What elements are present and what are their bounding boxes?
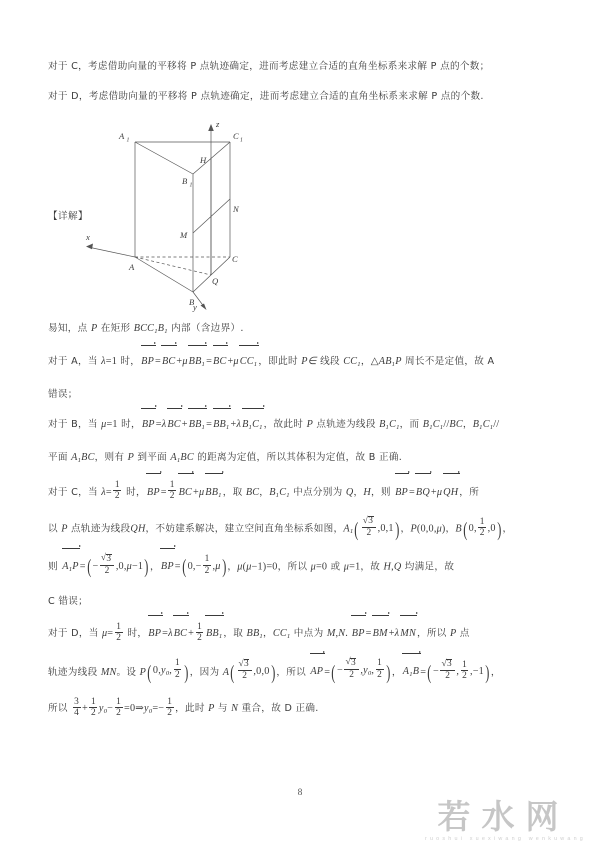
opt-b-lambda: λ [161,418,167,430]
prism-svg [60,112,310,312]
opt-c-l2-a: 点轨迹为线段 [67,523,131,535]
opt-c-pt-b: B [455,523,462,535]
opt-b-vec-bb1b: $BB_1$ [213,410,230,443]
opt-c-eqn-mu2: μ [246,560,252,572]
label-z-axis: z [216,119,220,129]
label-C: C [232,254,238,264]
label-B1-sub: 1 [189,182,193,189]
opt-c-vec-bp: BP [146,476,160,510]
opt-c-b1-sub: 1 [275,491,280,499]
opt-c-eq3: = [408,486,415,498]
opt-a-seg: 线段 [316,355,344,367]
opt-d-l2-d: ， [391,666,402,678]
opt-b-vec-bb1: $BB_1$ [188,410,205,443]
opt-d-a1b-coords: − √ $\frac{3}{2}$ , $\frac{1}{2}$ ,−1 [433,655,484,689]
opt-c-tail: ，取 [222,486,246,498]
opt-c-lambda: λ [101,486,106,498]
watermark [421,797,586,842]
opt-d-y0b-sub: 0 [148,708,153,716]
axis-y-arrowhead [201,304,207,311]
opt-c-a1p-coords: − √ $\frac{3}{2}$ ,0,μ−1 [92,550,143,584]
edge-B1-C1 [193,142,230,174]
opt-c-res-h: H [383,560,392,572]
opt-c-tail2: 中点分别为 [289,486,346,498]
opt-b-line2-pre: 平面 [48,451,72,463]
known-statement [48,314,556,347]
opt-d-eq: = [107,627,114,639]
axis-x-arrowhead [86,244,93,250]
opt-d-pt-a: A [222,666,230,678]
opt-d-plus2: + [388,627,395,639]
label-N: N [233,204,239,214]
option-c-line1 [48,476,556,513]
opt-b-plane-bc: BC [81,451,95,463]
opt-c-eq2: = [160,486,167,498]
opt-b-eq: = [155,418,162,430]
ap-frac: √ $\frac{3}{2}$ [344,658,358,680]
opt-c-vec-qh: QH [443,476,459,510]
opt-d-nn: N [231,703,239,715]
opt-d-bb1: BB [246,627,260,639]
opt-c-comma8: ， [227,560,238,572]
opt-a-vec-cc1: $CC_1$ [239,347,258,380]
opt-c-vec-bq: BQ [415,476,430,510]
b-frac: $\frac{1}{2}$ [479,517,485,539]
label-A1-sub: 1 [126,137,130,144]
opt-c-res-comma: , [391,560,394,572]
opt-b-eq1: =1 [106,418,118,430]
a-rest: ,0,1 [377,523,394,535]
label-A: A [129,262,135,272]
opt-d-vec-bc: BC [173,617,187,651]
opt-b-par1-sym: // [443,418,450,430]
opt-b-par2-a-sub: 1 [479,423,483,431]
opt-a-plus2: + [227,355,234,367]
d-frac-12: $\frac{1}{2}$ [90,697,96,719]
opt-a-tail: ，即此时 [258,355,302,367]
opt-c-bp-coords: 0,− $\frac{1}{2}$ ,μ [187,554,221,576]
known-post: 内部（含边界）. [167,323,244,334]
opt-a-tri-sub: 1 [391,360,396,368]
page-number: 8 [297,788,303,798]
opt-a-p-in: P∈ [301,355,317,367]
opt-c-comma5: ， [445,523,456,535]
opt-d-vec-bp2: BP [351,617,365,651]
known-rect2: B [157,323,165,334]
label-C1: C [233,131,239,141]
geometry-figure [60,112,310,312]
opt-d-cc1: CC [272,627,287,639]
option-a-line1 [48,347,556,380]
opt-c-p-close: ) [441,523,446,535]
opt-d-pp: P [208,703,215,715]
opt-b-plane2-a: A [170,451,177,463]
opt-b-seg-b1-sub: 1 [385,423,390,431]
opt-b-par2-b-sub: 1 [489,423,494,431]
opt-c-res-tail: 均满足，故 [401,560,455,572]
opt-b-vec-bp: BP [141,410,155,440]
opt-c-res-mu2: μ [343,560,350,572]
opt-c-plus2: + [430,486,437,498]
opt-d-lambda: λ [168,627,173,639]
opt-d-eq6: =0 [124,703,136,715]
opt-b-par1-c: BC [449,418,463,430]
opt-d-frac-half: $\frac{1}{2}$ [116,621,122,643]
opt-c-a-coords [360,512,393,546]
opt-d-y0-sub: 0 [103,708,108,716]
label-A1: A [119,131,125,141]
opt-d-tail: ，取 [223,627,247,639]
opt-d-arrow: ⇒ [135,703,145,715]
opt-a-mu2: μ [233,355,239,367]
bp-frac: $\frac{1}{2}$ [204,554,210,576]
opt-d-n: N [338,627,346,639]
opt-d-ap-coords: − √ $\frac{3}{2}$ $,y_0$, $\frac{1}{2}$ [337,654,385,691]
opt-c-b1: B [269,486,276,498]
opt-a-eq: = [155,355,161,367]
opt-d-vec-bp: BP [148,617,162,651]
opt-b-lead: 对于 B，当 [48,418,102,430]
opt-d-m: M [326,627,336,639]
opt-d-plus3: + [82,703,88,715]
opt-d-eq3: = [365,627,372,639]
opt-b-par2-a: B [472,418,480,430]
watermark-subtext: ruoshui xuexiwang wenkuwang [424,836,586,842]
label-Q: Q [212,276,219,286]
da-frac: √ $\frac{3}{2}$ [238,659,252,681]
opt-a-mu: μ [182,355,188,367]
opt-b-seg-c1: C [389,418,397,430]
opt-b-vec-b1c1: $B_1C_1$ [242,410,264,443]
opt-c-p-mu: μ [436,523,442,535]
watermark-text: 若水网 [437,797,570,837]
edge-B-C [193,257,230,292]
opt-a-tail3: 周长不是定值，故 A [401,355,495,367]
opt-c-comma6: ， [502,523,513,535]
opt-b-plus: + [181,418,188,430]
opt-d-plus: + [188,627,195,639]
opt-d-l3-tail3: 重合，故 D 正确. [238,703,319,715]
opt-d-comma2: , [335,627,339,639]
ap-frac2: $\frac{1}{2}$ [377,658,383,680]
intro-line-d: 对于 D，考虑借助向量的平移将 P 点轨迹确定，进而考虑建立合适的直角坐标系来求解 P 点的个数. [48,91,484,102]
opt-c-l2-b: ，不妨建系解决，建立空间直角坐标系如图， [145,523,344,535]
known-mid: 在矩形 [97,323,134,334]
label-B1: B [182,176,188,186]
detail-label: 【详解】 [48,211,88,222]
opt-a-tri: △ [370,355,379,367]
opt-d-eq7: =− [152,703,165,715]
opt-c-comma4: ， [400,523,411,535]
opt-b-mu: μ [101,418,107,430]
opt-d-tail2: 中点为 [290,627,327,639]
opt-d-p: P [449,627,457,639]
opt-b-tail: ，故此时 [263,418,307,430]
known-pre: 易知，点 [48,323,91,334]
d-frac-34: $\frac{3}{4}$ [74,697,80,719]
opt-b-plane2-bc: BC [180,451,194,463]
opt-c-c1: C [279,486,287,498]
axis-x [88,247,135,257]
opt-c-l2-p: P [61,523,68,535]
opt-d-period: . [345,627,349,639]
opt-b-eq2: = [206,418,213,430]
opt-b-line2-mid: ，则有 [94,451,128,463]
opt-c-pt-a-sub: 1 [349,528,354,536]
a1b-frac: √ $\frac{3}{2}$ [440,659,454,681]
opt-b-plane-a: A [71,451,78,463]
opt-d-vec-bb1: $BB_1$ [205,617,222,654]
opt-b-par1-a-sub: 1 [429,423,433,431]
opt-c-res-or: 或 [327,560,344,572]
option-d-line2: 轨迹为线段 MN。设 $P(0,y_0$, $\frac{1}{2}$ )，因为 A( √ $\frac{3}{2}$ ,0,0)，所以 AP=(− √ $\frac{3}{2}$ $,y_0$, $\frac{1}{2}$ )，$A_1B=(-$ √ $\frac{3}{2}$ , $\frac{1}{2}$ ,−1)， [48,654,556,693]
opt-c-comma10: ，故 [360,560,384,572]
d-frac-12b: $\frac{1}{2}$ [116,697,122,719]
opt-c-eqn-mu: μ [237,560,243,572]
opt-b-par2-b: C [482,418,490,430]
opt-c-qh: QH [130,523,146,535]
opt-d-mu: μ [101,627,108,639]
opt-c-pt-p: P [410,523,417,535]
option-a-line2: 错误； [48,388,78,400]
option-c-line4: C 错误； [48,595,89,607]
opt-b-plane2-a-sub: 1 [176,456,181,464]
opt-b-plus2: + [230,418,237,430]
opt-b-line2-mid2: 到平面 [134,451,171,463]
opt-c-vec-bp2: BP [395,476,409,510]
opt-c-mu2: μ [436,486,443,498]
opt-b-tail-b: 点轨迹为线段 [313,418,380,430]
opt-a-vec-bb1: $BB_1$ [188,347,205,380]
label-B: B [189,297,195,307]
opt-a-shi: 时， [117,355,141,367]
opt-c-plus: + [193,486,199,498]
opt-c-eq4: = [79,560,86,572]
opt-c-comma7: ， [150,560,160,572]
opt-b-par1-a: B [422,418,430,430]
opt-a-lead: 对于 A，当 [48,355,102,367]
opt-c-vec-a1p: $A_1P$ [62,550,79,587]
opt-d-l2-e: ， [490,666,501,678]
opt-d-vec-ap: AP [310,655,324,689]
opt-c-tail3: ，所 [459,486,480,498]
opt-c-frac-half: $\frac{1}{2}$ [114,480,120,502]
label-y-axis: y [193,302,197,312]
segment-M-N [193,199,230,233]
opt-c-shi: 时， [122,486,146,498]
opt-c-eq5: = [174,560,181,572]
opt-c-q: Q [345,486,354,498]
opt-d-frac-half2: $\frac{1}{2}$ [197,621,202,643]
opt-b-shi: 时， [117,418,141,430]
opt-c-vec-bc: BC [178,476,192,510]
opt-a-tri-p: P [395,355,402,367]
opt-c-l2-pre: 以 [48,523,62,535]
option-b-line2 [48,443,556,476]
figure-labels [85,119,243,312]
opt-d-tail4: 点 [456,627,470,639]
opt-c-res-eq: =0 [315,560,328,572]
opt-a-plus: + [176,355,183,367]
opt-a-lambda: λ [101,355,106,367]
opt-c-mu: μ [198,486,205,498]
opt-d-y0b: y [144,703,149,715]
opt-d-shi: 时， [124,627,148,639]
opt-c-comma: ， [259,486,270,498]
opt-d-lead: 对于 D，当 [48,627,102,639]
opt-a-cc1: CC [343,355,358,367]
opt-c-eqn: ( [242,560,247,572]
opt-c-vec-bb1: $BB_1$ [205,476,222,513]
opt-c-frac-half2: $\frac{1}{2}$ [169,480,175,502]
opt-b-lambda2: λ [236,418,242,430]
opt-a-cc1-sub2: 1 [357,360,361,368]
known-rect: BCC [133,323,155,334]
label-M: M [180,230,188,240]
opt-a-eq2: = [206,355,213,367]
opt-d-l3-tail2: 与 [214,703,232,715]
option-b-line1 [48,410,556,443]
opt-b-vec-bc: BC [167,410,181,440]
opt-c-lead: 对于 C，当 [48,486,102,498]
a1b-frac2: $\frac{1}{2}$ [462,659,467,682]
opt-b-par1-b-sub: 1 [439,423,444,431]
opt-a-eq1: =1 [105,355,118,367]
opt-d-l2-a: 。设 [116,666,140,678]
opt-d-a-coords: √ $\frac{3}{2}$ ,0,0 [236,655,269,689]
opt-d-pt-p: P [139,666,147,678]
opt-a-vec-bc2: BC [213,347,227,377]
known-p: P [90,323,98,334]
opt-d-p-coords: $0,y_0$, $\frac{1}{2}$ [152,658,180,680]
opt-b-tail-c: ，而 [399,418,423,430]
opt-d-l3-tail: ，此时 [175,703,209,715]
opt-c-eq: = [105,486,112,498]
opt-a-tri-a: AB [378,355,392,367]
opt-d-lambda2: λ [394,627,400,639]
opt-d-eq2: = [162,627,169,639]
opt-c-l3-pre: 则 [48,560,62,572]
opt-d-bb1-sub2: 1 [259,632,263,640]
option-d-line1 [48,617,556,654]
opt-d-vec-bm: BM [372,617,388,651]
opt-d-l2-b: ，因为 [189,666,223,678]
opt-b-par2-sym: // [493,418,500,430]
a1p-frac: √ $\frac{3}{2}$ [100,554,114,576]
opt-c-comma2: ， [353,486,364,498]
a-x-frac: √ $\frac{3}{2}$ [362,516,376,538]
opt-d-eq5: = [420,666,427,678]
axis-z-arrowhead [208,124,214,131]
label-H: H [200,155,207,165]
opt-a-vec-bc: BC [161,347,175,377]
opt-c-bc: BC [245,486,260,498]
edge-A1-B1 [135,142,193,174]
opt-b-p2: P [127,451,135,463]
opt-d-tail3: ，所以 [416,627,450,639]
option-d-line3 [48,692,556,729]
opt-b-par1-b: C [432,418,440,430]
opt-a-vec-bp: BP [141,347,155,377]
known-rect-sub2: 1 [164,327,168,335]
opt-d-minus: − [107,703,114,715]
opt-b-line2-tail: 的距离为定值，所以其体积为定值，故 B 正确. [193,451,403,463]
label-C1-sub: 1 [240,137,243,144]
opt-c-vec-bp3: BP [160,550,174,584]
opt-d-eq4: = [324,666,331,678]
opt-b-tail-d: ， [462,418,473,430]
opt-d-l2-c: ，所以 [276,666,310,678]
opt-d-mn: MN [100,666,117,678]
opt-c-res-mu: μ [310,560,316,572]
opt-b-seg-b1: B [379,418,386,430]
opt-c-comma9: ，所以 [277,560,311,572]
option-c-line2: 以 P 点轨迹为线段QH，不妨建系解决，建立空间直角坐标系如图，$A_1$( √ $\frac{3}{2}$ ,0,1)，P(0,0,μ)，B(0, $\frac{1}{2}$ ,0)， [48,512,556,549]
opt-c-b-coords: 0, $\frac{1}{2}$ ,0 [468,517,496,539]
known-rect-sub1: 1 [154,327,158,335]
opt-c-h: H [363,486,371,498]
opt-d-vec-a1b: $A_1B$ [402,655,419,692]
d-frac-12c: $\frac{1}{2}$ [167,697,173,719]
label-x-axis: x [86,232,90,242]
opt-d-cc1-sub: 1 [286,632,291,640]
opt-c-res-eq2: =1 [349,560,361,572]
opt-c-comma3: ，则 [370,486,395,498]
opt-c-p-coords: (0,0, [416,523,437,535]
opt-c-pt-a: A [343,523,350,535]
opt-c-eqn-tail: −1)=0 [251,560,278,572]
opt-d-comma: ， [262,627,273,639]
option-c-line3: 则 $A_1P=(-$ √ $\frac{3}{2}$ ,0,μ−1)，BP=(0,− $\frac{1}{2}$ ,μ)，μ(μ−1)=0，所以 μ=0 或 μ=1，故 H,Q 均满足，故 [48,550,556,587]
opt-b-plane-a-sub: 1 [77,456,82,464]
edge-A-B [135,257,193,292]
opt-b-p: P [306,418,313,430]
opt-d-l3-pre: 所以 [48,703,72,715]
opt-a-tail2: ， [360,355,371,367]
opt-c-c1-sub: 1 [286,491,290,499]
segment-A-Q-hidden [135,257,211,275]
opt-d-l2-pre: 轨迹为线段 [48,666,101,678]
opt-c-res-q: Q [393,560,402,572]
intro-line-c: 对于 C，考虑借助向量的平移将 P 点轨迹确定，进而考虑建立合适的直角坐标系来求解 P 点的个数； [48,61,490,72]
dp-frac: $\frac{1}{2}$ [175,658,180,680]
opt-d-y0: y [98,703,104,715]
opt-b-seg-c1-sub: 1 [396,423,400,431]
opt-d-vec-mn: MN [400,617,417,651]
